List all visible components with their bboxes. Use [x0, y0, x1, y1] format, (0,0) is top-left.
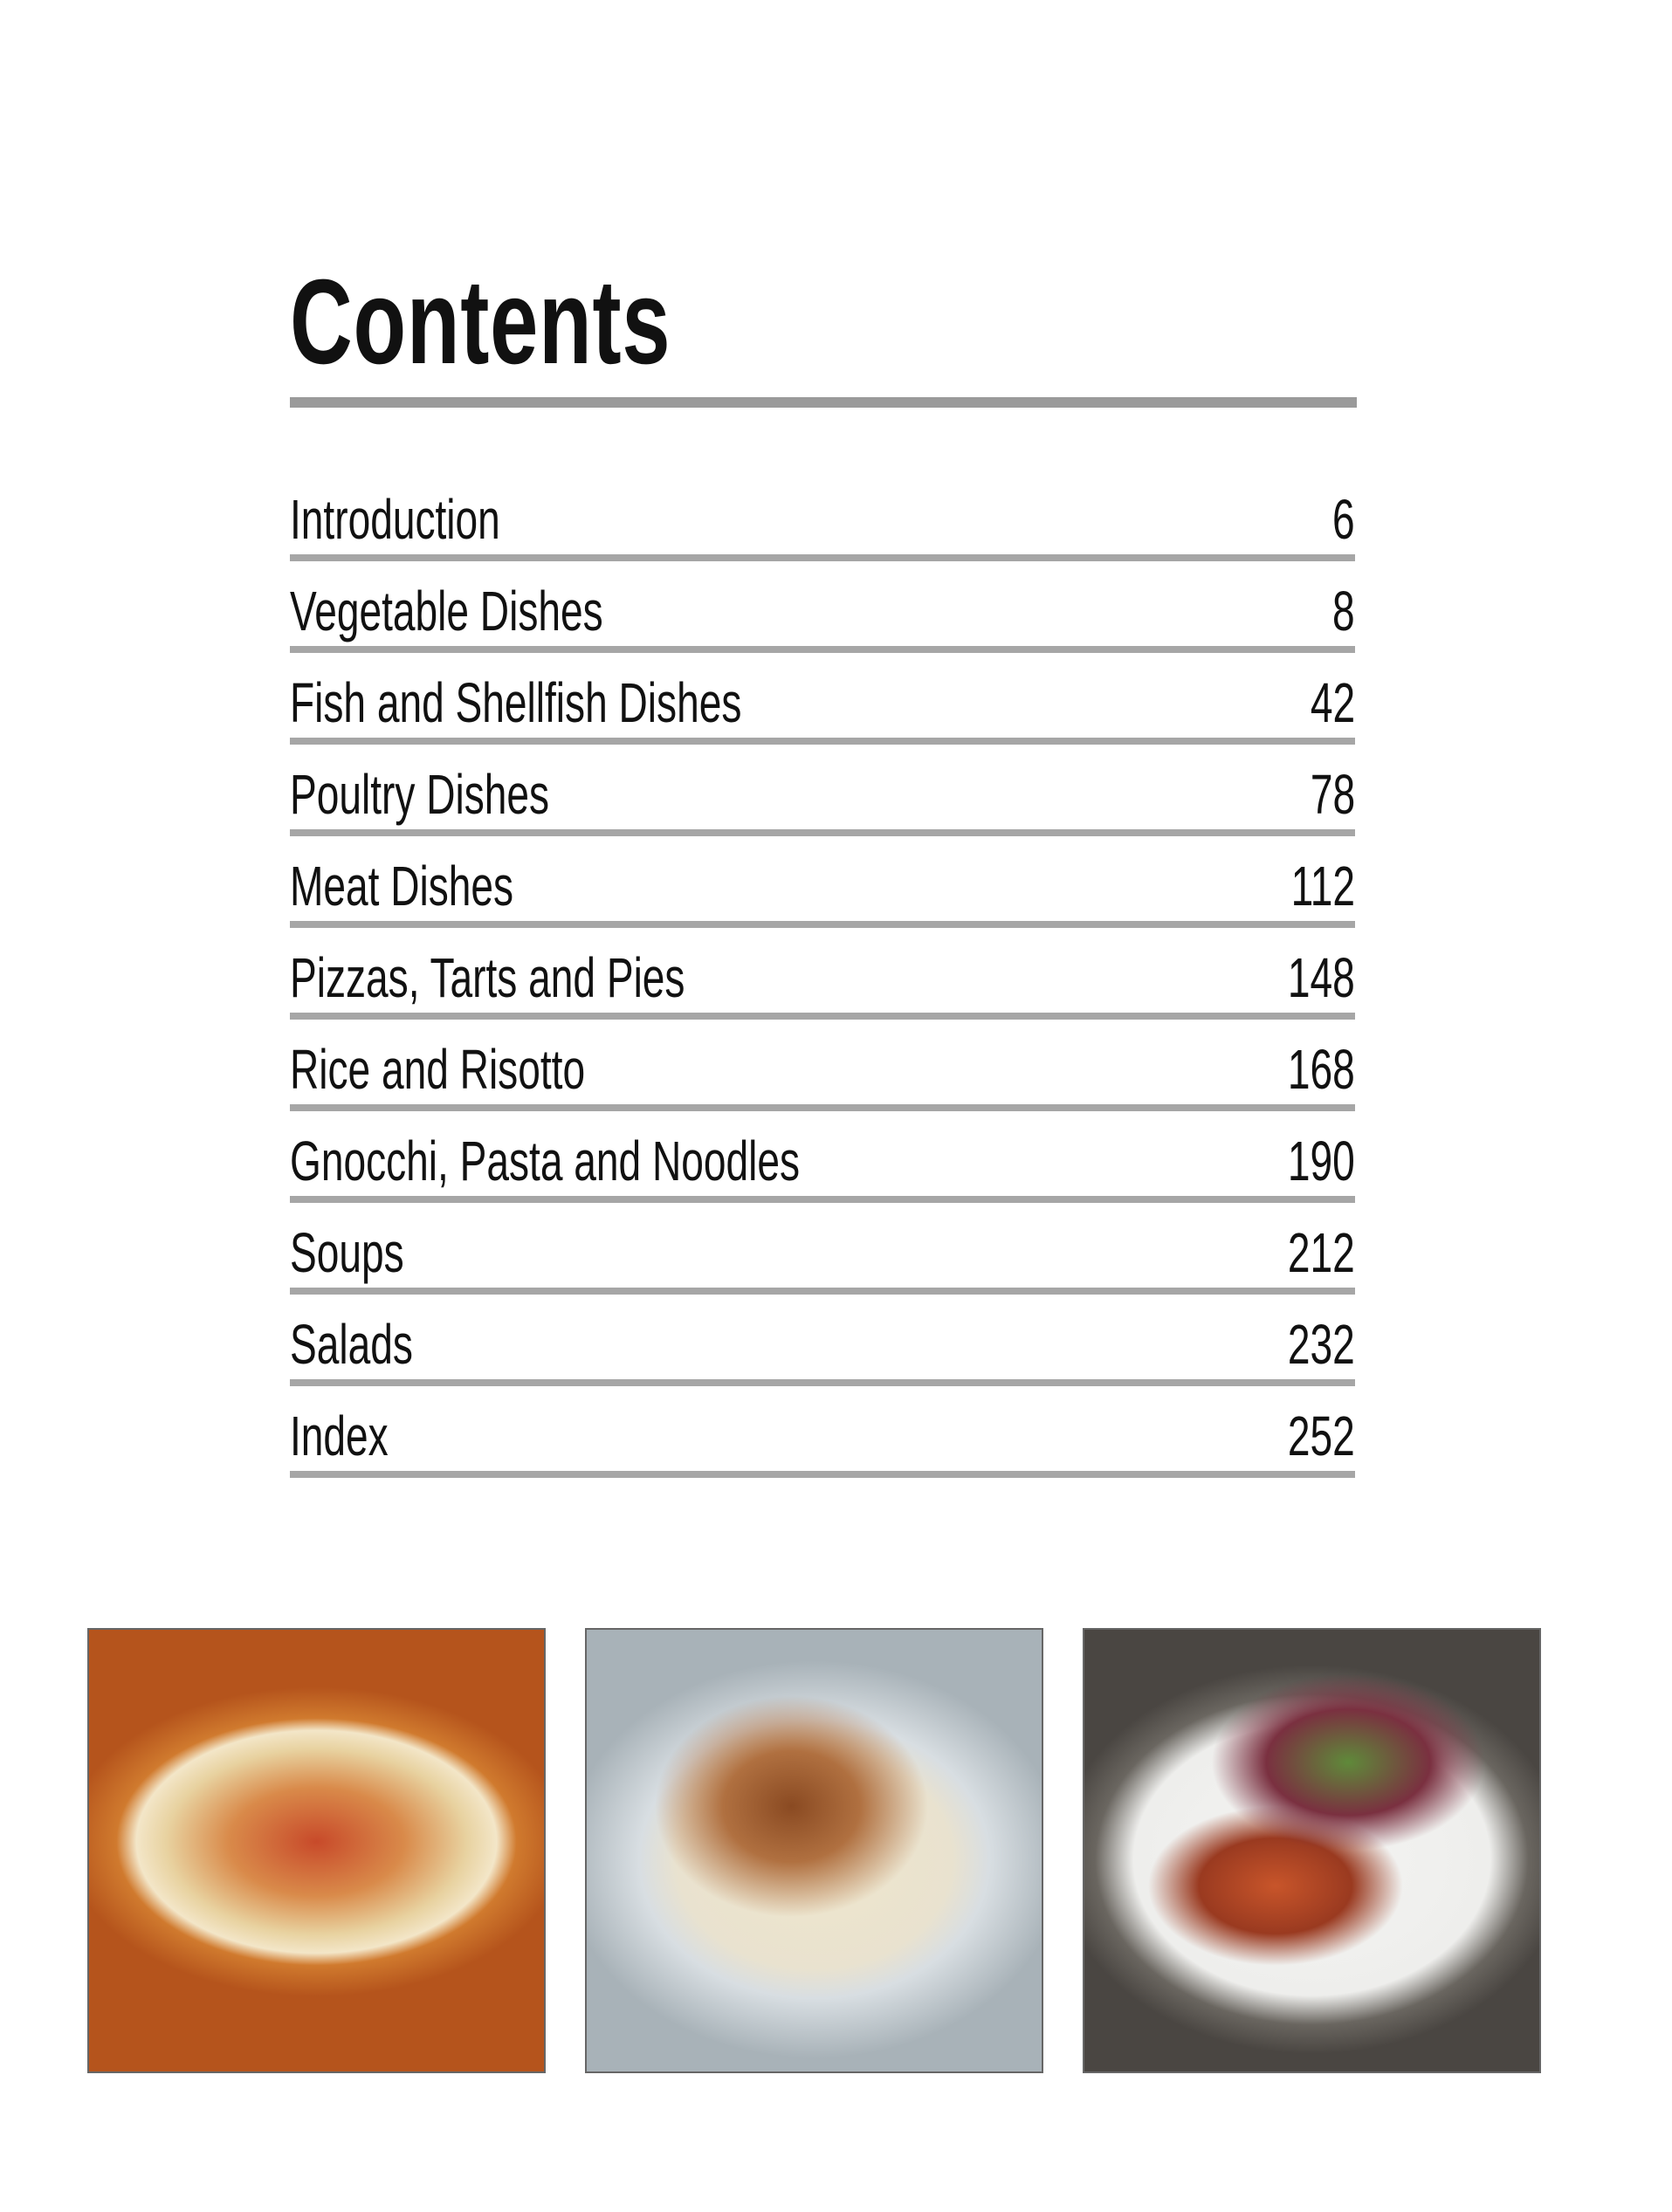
photo-meat-with-risotto	[585, 1628, 1043, 2073]
toc-entry[interactable]	[290, 1386, 1355, 1478]
toc-entry[interactable]	[290, 561, 1355, 653]
toc-entry-label: Pizzas, Tarts and Pies	[290, 946, 685, 1009]
title-divider	[290, 397, 1357, 408]
toc-entry[interactable]	[290, 653, 1355, 745]
toc-entry-label: Soups	[290, 1221, 404, 1284]
toc-divider	[290, 1196, 1355, 1203]
toc-entry[interactable]	[290, 1203, 1355, 1295]
toc-divider	[290, 1104, 1355, 1111]
toc-divider	[290, 1379, 1355, 1386]
toc-entry-label: Vegetable Dishes	[290, 580, 603, 642]
toc-entry[interactable]	[290, 1295, 1355, 1386]
toc-entry-page-number: 8	[1332, 580, 1355, 642]
toc-entry[interactable]	[290, 928, 1355, 1020]
toc-entry-page-number: 168	[1288, 1038, 1355, 1101]
toc-entry-page-number: 112	[1290, 855, 1355, 917]
page-title: Contents	[290, 255, 671, 389]
toc-entry[interactable]	[290, 1020, 1355, 1111]
toc-entry[interactable]	[290, 745, 1355, 836]
toc-divider	[290, 1471, 1355, 1478]
toc-entry-label: Poultry Dishes	[290, 763, 550, 826]
toc-divider	[290, 738, 1355, 745]
toc-entry[interactable]	[290, 1111, 1355, 1203]
toc-entry-label: Gnocchi, Pasta and Noodles	[290, 1130, 801, 1192]
photo-vegetable-dish	[87, 1628, 546, 2073]
toc-entry-label: Rice and Risotto	[290, 1038, 586, 1101]
toc-entry[interactable]	[290, 470, 1355, 561]
photo-salad	[1083, 1628, 1541, 2073]
toc-entry-page-number: 42	[1310, 671, 1355, 734]
toc-entry-page-number: 148	[1288, 946, 1355, 1009]
toc-entry-page-number: 78	[1310, 763, 1355, 826]
toc-entry-label: Salads	[290, 1313, 413, 1376]
toc-entry[interactable]	[290, 836, 1355, 928]
toc-entry-label: Introduction	[290, 488, 500, 551]
toc-entry-page-number: 6	[1332, 488, 1355, 551]
toc-entry-page-number: 252	[1288, 1405, 1355, 1467]
toc-entry-label: Fish and Shellfish Dishes	[290, 671, 742, 734]
toc-entry-label: Index	[290, 1405, 389, 1467]
toc-entry-page-number: 190	[1288, 1130, 1355, 1192]
toc-divider	[290, 1288, 1355, 1295]
toc-entry-label: Meat Dishes	[290, 855, 514, 917]
toc-entry-page-number: 212	[1288, 1221, 1355, 1284]
toc-divider	[290, 646, 1355, 653]
toc-divider	[290, 1013, 1355, 1020]
toc-divider	[290, 829, 1355, 836]
toc-divider	[290, 554, 1355, 561]
toc-divider	[290, 921, 1355, 928]
toc-entry-page-number: 232	[1288, 1313, 1355, 1376]
table-of-contents	[290, 470, 1355, 1478]
